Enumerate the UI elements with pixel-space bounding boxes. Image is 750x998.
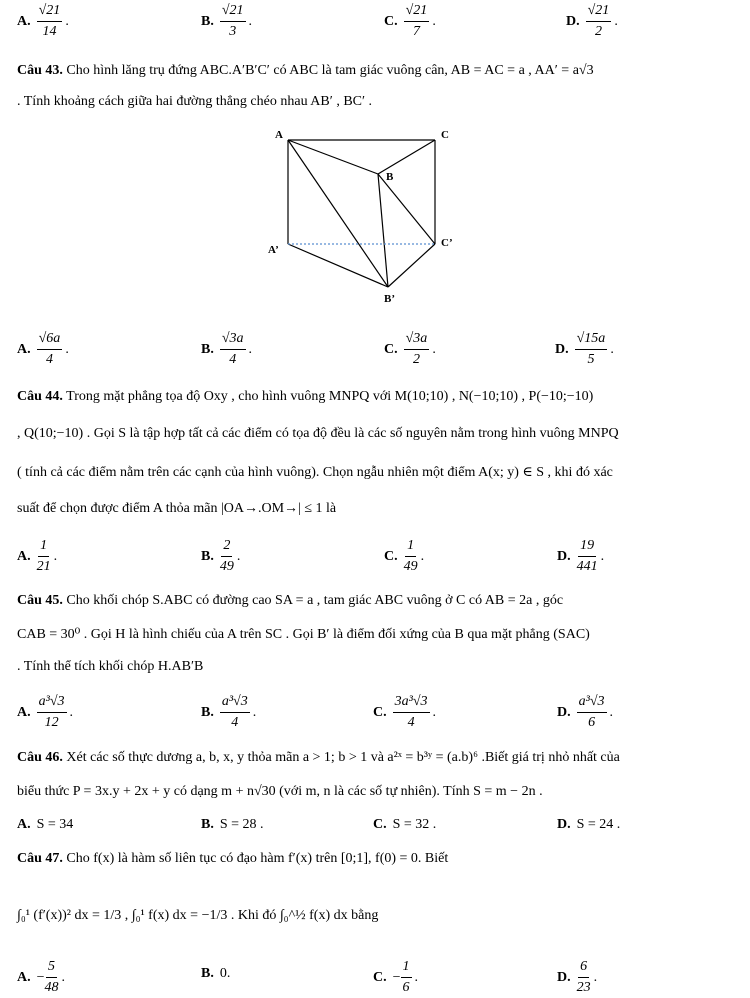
q42-option-b[interactable]: B. $\frac{√21}{3}$ .	[201, 3, 253, 39]
q43-option-b[interactable]: B. $\frac{√3a}{4}$ .	[201, 331, 253, 367]
option-label: B.	[201, 341, 214, 357]
option-label: B.	[201, 817, 214, 832]
option-fraction: $\frac{2}{49}$	[219, 538, 234, 574]
q45-option-d[interactable]: D. $\frac{\text{a³√3}}{6}$ .	[557, 694, 614, 730]
question-label: Câu 45.	[17, 593, 63, 608]
option-fraction: $\frac{\text{a³√3}}{4}$	[221, 694, 248, 730]
option-sign: −	[392, 969, 401, 985]
option-fraction: $\frac{\text{a³√3}}{12}$	[38, 694, 65, 730]
q44-line3: ( tính cả các điểm nằm trên các cạnh của hình vuông). Chọn ngẫu nhiên một điểm A(x; y) ∈ S , khi đó xác	[17, 465, 613, 480]
q43-option-a[interactable]: A. $\frac{√6a}{4}$ .	[17, 331, 69, 367]
option-fraction: $\frac{1}{49}$	[403, 538, 418, 574]
question-text: Cho hình lăng trụ đứng ABC.A′B′C′ có ABC là tam giác vuông cân, AB = AC = a , AA′ = a√3	[66, 63, 594, 78]
question-text: Xét các số thực dương a, b, x, y thỏa mãn a > 1; b > 1 và a²ˣ = b³ʸ = (a.b)⁶ .Biết giá trị nhỏ nhất của	[66, 750, 620, 765]
option-fraction: $\frac{\text{a³√3}}{6}$	[578, 694, 605, 730]
option-fraction: $\frac{19}{441}$	[576, 538, 598, 574]
q46-option-a[interactable]	[17, 817, 73, 833]
option-label: A.	[17, 341, 31, 357]
question-label: Câu 43.	[17, 63, 63, 78]
option-fraction: $\frac{√21}{2}$	[587, 3, 610, 39]
option-label: B.	[201, 13, 214, 29]
option-label: D.	[555, 341, 569, 357]
option-label: A.	[17, 817, 31, 832]
option-fraction: $\frac{1}{21}$	[36, 538, 51, 574]
option-fraction: $\frac{√15a}{5}$	[576, 331, 606, 367]
option-fraction: $\frac{√21}{14}$	[38, 3, 61, 39]
edge-BB'	[378, 174, 388, 287]
option-fraction: $\frac{1}{6}$	[402, 959, 410, 995]
edge-B'C'	[388, 244, 435, 287]
option-fraction: $\frac{6}{23}$	[576, 959, 591, 995]
question-text: Trong mặt phẳng tọa độ Oxy , cho hình vuông MNPQ với M(10;10) , N(−10;10) , P(−10;−10)	[66, 389, 594, 404]
vertex-label-B-prime: B’	[384, 293, 395, 305]
option-label: C.	[373, 704, 387, 720]
option-text: S = 32 .	[392, 817, 437, 832]
question-label: Câu 47.	[17, 851, 63, 866]
q43-line2: . Tính khoảng cách giữa hai đường thẳng chéo nhau AB′ , BC′ .	[17, 94, 373, 109]
option-fraction: $\frac{√21}{7}$	[405, 3, 428, 39]
edge-BC	[378, 140, 435, 174]
q46-line1	[17, 750, 620, 766]
q42-option-d[interactable]: D. $\frac{√21}{2}$ .	[566, 3, 618, 39]
diag-BC'	[378, 174, 435, 244]
option-label: C.	[384, 13, 398, 29]
option-label: B.	[201, 966, 214, 981]
question-text: Cho f(x) là hàm số liên tục có đạo hàm f′(x) trên [0;1], f(0) = 0. Biết	[66, 851, 449, 866]
q46-option-d[interactable]	[557, 817, 620, 833]
vertex-label-C: C	[441, 129, 449, 141]
q45-line2: CAB = 30⁰ . Gọi H là hình chiếu của A trên SC . Gọi B′ là điểm đối xứng của B qua mặt phẳng (SAC)	[17, 627, 590, 642]
q43-option-c[interactable]: C. $\frac{√3a}{2}$ .	[384, 331, 436, 367]
q43-option-d[interactable]: D. $\frac{√15a}{5}$ .	[555, 331, 614, 367]
option-label: D.	[557, 704, 571, 720]
option-text: 0.	[219, 966, 231, 981]
option-text: S = 34	[36, 817, 74, 832]
q44-option-b[interactable]: B. $\frac{2}{49}$ .	[201, 538, 241, 574]
option-label: C.	[384, 341, 398, 357]
option-label: C.	[373, 817, 387, 832]
vertex-label-A-prime: A’	[268, 244, 279, 256]
edge-AB	[288, 140, 378, 174]
q43-line1	[17, 63, 594, 79]
option-label: D.	[557, 969, 571, 985]
option-label: B.	[201, 704, 214, 720]
question-label: Câu 44.	[17, 389, 63, 404]
option-fraction: $\frac{√21}{3}$	[221, 3, 244, 39]
option-label: C.	[373, 969, 387, 985]
option-label: D.	[557, 548, 571, 564]
q42-option-a[interactable]: A. $\frac{√21}{14}$ .	[17, 3, 69, 39]
option-label: C.	[384, 548, 398, 564]
option-sign: −	[36, 969, 45, 985]
option-label: A.	[17, 969, 31, 985]
question-label: Câu 46.	[17, 750, 63, 765]
q46-option-c[interactable]	[373, 817, 436, 833]
q45-option-a[interactable]: A. $\frac{\text{a³√3}}{12}$ .	[17, 694, 74, 730]
option-text: S = 24 .	[576, 817, 621, 832]
vertex-label-A: A	[275, 129, 283, 141]
option-fraction: $\frac{√3a}{4}$	[221, 331, 244, 367]
question-text: Cho khối chóp S.ABC có đường cao SA = a , tam giác ABC vuông ở C có AB = 2a , góc	[66, 593, 564, 608]
option-label: B.	[201, 548, 214, 564]
option-text: S = 28 .	[219, 817, 264, 832]
q45-line3: . Tính thể tích khối chóp H.AB′B	[17, 659, 204, 674]
option-fraction: $\frac{5}{48}$	[44, 959, 59, 995]
q44-option-d[interactable]: D. $\frac{19}{441}$ .	[557, 538, 605, 574]
q47-line2: ∫₀¹ (f′(x))² dx = 1/3 , ∫₀¹ f(x) dx = −1/3 . Khi đó ∫₀^½ f(x) dx bằng	[17, 908, 379, 923]
q47-line1	[17, 851, 448, 867]
q44-line2: , Q(10;−10) . Gọi S là tập hợp tất cả các điểm có tọa độ đều là các số nguyên nằm trong hình vuông MNPQ	[17, 426, 619, 441]
q46-line2: biểu thức P = 3x.y + 2x + y có dạng m + n√30 (với m, n là các số tự nhiên). Tính S = m − 2n .	[17, 784, 543, 799]
q42-option-c[interactable]: C. $\frac{√21}{7}$ .	[384, 3, 436, 39]
option-label: D.	[557, 817, 571, 832]
q45-option-b[interactable]: B. $\frac{\text{a³√3}}{4}$ .	[201, 694, 257, 730]
option-label: D.	[566, 13, 580, 29]
option-label: A.	[17, 704, 31, 720]
q46-option-b[interactable]	[201, 817, 264, 833]
q45-line1	[17, 593, 563, 609]
option-label: A.	[17, 13, 31, 29]
prism-figure	[260, 122, 460, 312]
q44-line1	[17, 389, 593, 405]
q44-option-a[interactable]: A. $\frac{1}{21}$ .	[17, 538, 58, 574]
q47-option-b[interactable]	[201, 966, 230, 982]
option-fraction: $\frac{√3a}{2}$	[405, 331, 428, 367]
q44-option-c[interactable]: C. $\frac{1}{49}$ .	[384, 538, 425, 574]
q47-option-c[interactable]: C. − $\frac{1}{6}$ .	[373, 959, 419, 995]
option-label: A.	[17, 548, 31, 564]
option-fraction: $\frac{\text{3a³√3}}{4}$	[394, 694, 428, 730]
q47-option-a[interactable]: A. − $\frac{5}{48}$ .	[17, 959, 66, 995]
vertex-label-B: B	[386, 171, 394, 183]
q47-option-d[interactable]: D. $\frac{6}{23}$ .	[557, 959, 598, 995]
vertex-label-C-prime: C’	[441, 237, 453, 249]
q44-line4: suất để chọn được điểm A thỏa mãn |OA→.OM→| ≤ 1 là	[17, 501, 337, 516]
q45-option-c[interactable]: C. $\frac{\text{3a³√3}}{4}$ .	[373, 694, 437, 730]
option-fraction: $\frac{√6a}{4}$	[38, 331, 61, 367]
